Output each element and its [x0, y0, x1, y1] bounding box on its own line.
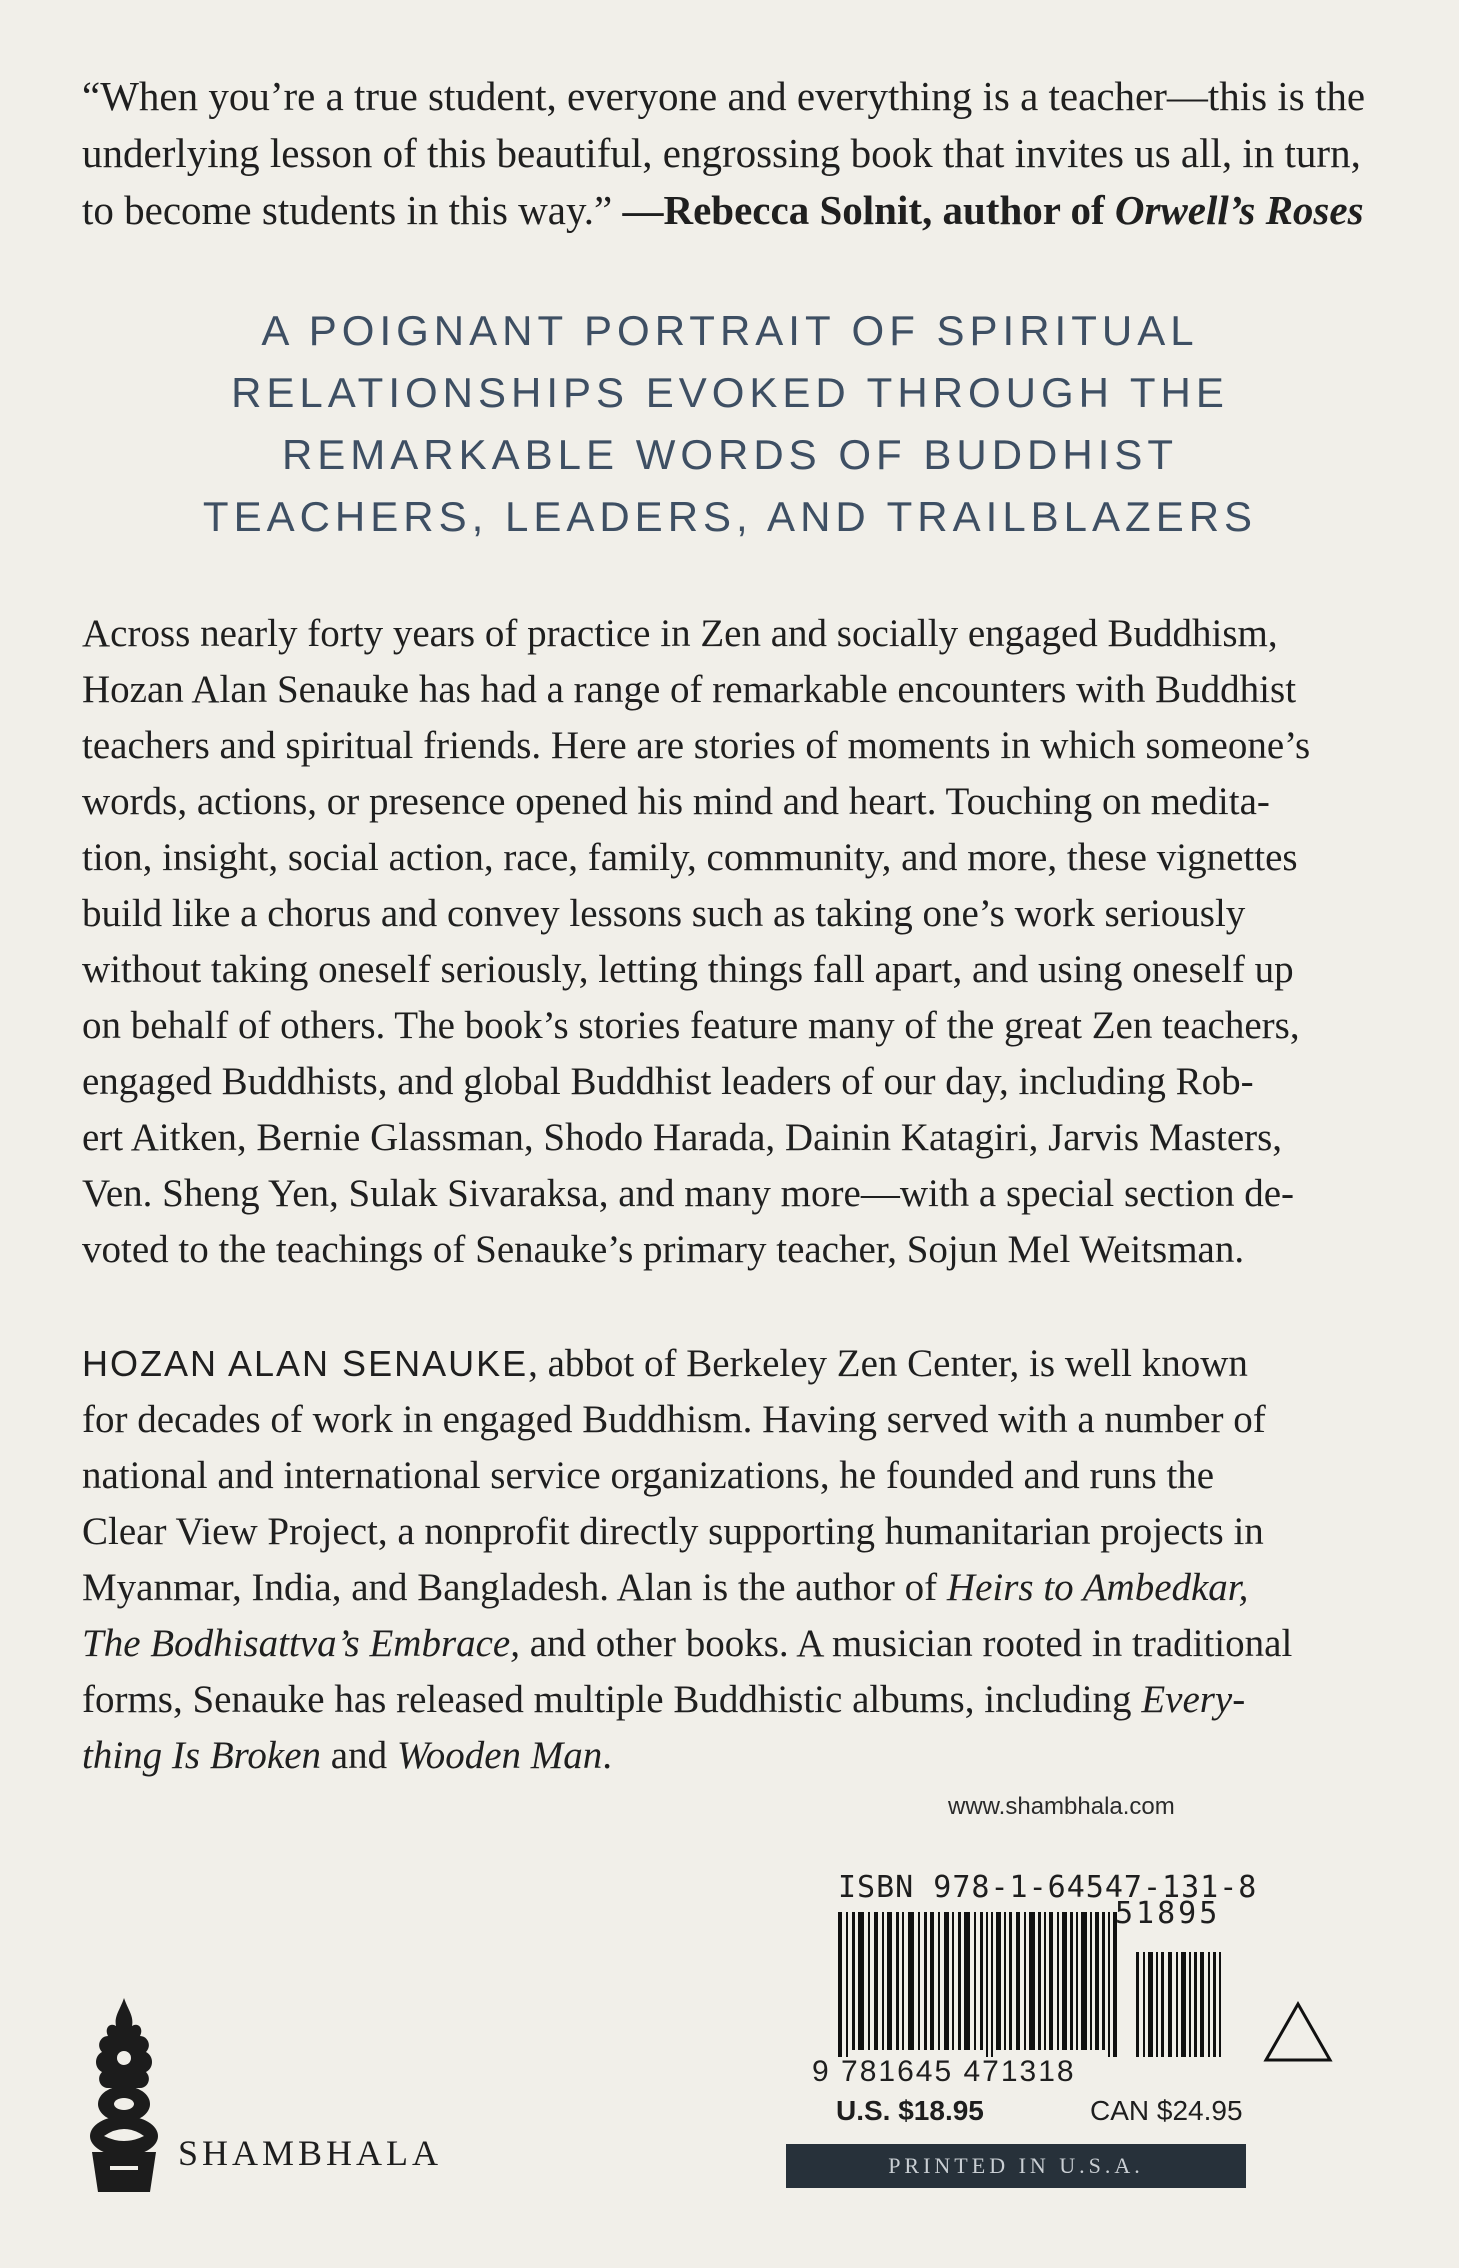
publisher-name: SHAMBHALA: [178, 2133, 443, 2173]
bio-line: [82, 1672, 1362, 1728]
book-description: [82, 606, 1362, 1278]
endorsement-book-title: Orwell’s Roses: [1114, 187, 1364, 233]
endorsement-attribution: —Rebecca Solnit, author of: [622, 187, 1115, 233]
endorsement-quote: [82, 68, 1382, 239]
bio-text: .: [602, 1734, 613, 1777]
headline-line: REMARKABLE WORDS OF BUDDHIST: [281, 431, 1179, 478]
price-code: 51895: [1115, 1896, 1221, 1931]
author-bio: [82, 1336, 1362, 1784]
price-us: U.S. $18.95: [836, 2095, 984, 2126]
description-line: without taking oneself seriously, letting things fall apart, and using oneself up: [82, 948, 1294, 991]
isbn-barcode: [838, 1912, 1258, 2057]
publisher-website: www.shambhala.com: [948, 1793, 1175, 1820]
bio-line: Clear View Project, a nonprofit directly supporting humanitarian projects in: [82, 1510, 1264, 1553]
outline-triangle-icon: [1262, 2000, 1334, 2064]
bio-text: , abbot of Berkeley Zen Center, is well known: [528, 1342, 1248, 1385]
price-can: CAN $24.95: [1090, 2095, 1243, 2126]
description-line: on behalf of others. The book’s stories feature many of the great Zen teachers,: [82, 1004, 1300, 1047]
bio-line: [82, 1728, 1362, 1784]
description-line: engaged Buddhists, and global Buddhist leaders of our day, including Rob-: [82, 1060, 1254, 1103]
bio-text: forms, Senauke has released multiple Buddhistic albums, including: [82, 1678, 1142, 1721]
album-title: thing Is Broken: [82, 1734, 322, 1777]
description-line: tion, insight, social action, race, family, community, and more, these vignettes: [82, 836, 1298, 879]
bio-line: [82, 1616, 1362, 1672]
isbn-label: ISBN 978-1-64547-131-8: [838, 1870, 1258, 1905]
bio-text: Myanmar, India, and Bangladesh. Alan is the author of: [82, 1566, 947, 1609]
description-line: voted to the teachings of Senauke’s primary teacher, Sojun Mel Weitsman.: [82, 1228, 1245, 1271]
endorsement-line-last: [82, 182, 1382, 239]
author-name: HOZAN ALAN SENAUKE: [82, 1343, 529, 1384]
book-title: The Bodhisattva’s Embrace,: [82, 1622, 520, 1665]
description-line: build like a chorus and convey lessons such as taking one’s work seriously: [82, 892, 1246, 935]
bio-line: for decades of work in engaged Buddhism. Having served with a number of: [82, 1398, 1266, 1441]
album-title: Wooden Man: [396, 1734, 603, 1777]
album-title: Every-: [1141, 1678, 1246, 1721]
description-line: teachers and spiritual friends. Here are stories of moments in which someone’s: [82, 724, 1311, 767]
description-line: words, actions, or presence opened his mind and heart. Touching on medita-: [82, 780, 1270, 823]
book-title: Heirs to Ambedkar,: [946, 1566, 1249, 1609]
bio-line: national and international service organizations, he founded and runs the: [82, 1454, 1215, 1497]
description-line: Ven. Sheng Yen, Sulak Sivaraksa, and many more—with a special section de-: [82, 1172, 1295, 1215]
shambhala-logo-icon: [74, 1996, 174, 2196]
description-line: Hozan Alan Senauke has had a range of remarkable encounters with Buddhist: [82, 668, 1297, 711]
barcode-digits: 9 781645 471318: [812, 2055, 1076, 2088]
bio-text: and: [321, 1734, 397, 1777]
endorsement-line: “When you’re a true student, everyone and everything is a teacher—this is the: [82, 73, 1366, 119]
printed-in-banner: PRINTED IN U.S.A.: [786, 2144, 1246, 2188]
headline-line: RELATIONSHIPS EVOKED THROUGH THE: [231, 369, 1229, 416]
bio-text: and other books. A musician rooted in traditional: [520, 1622, 1293, 1665]
description-line: Across nearly forty years of practice in Zen and socially engaged Buddhism,: [82, 612, 1278, 655]
bio-line: [82, 1336, 1362, 1392]
endorsement-line: underlying lesson of this beautiful, engrossing book that invites us all, in turn,: [82, 130, 1361, 176]
bio-line: [82, 1560, 1362, 1616]
headline: [150, 300, 1310, 548]
description-line: ert Aitken, Bernie Glassman, Shodo Harada, Dainin Katagiri, Jarvis Masters,: [82, 1116, 1283, 1159]
headline-line: A POIGNANT PORTRAIT OF SPIRITUAL: [261, 307, 1199, 354]
headline-line: TEACHERS, LEADERS, AND TRAILBLAZERS: [202, 493, 1258, 540]
endorsement-text: to become students in this way.”: [82, 187, 623, 233]
